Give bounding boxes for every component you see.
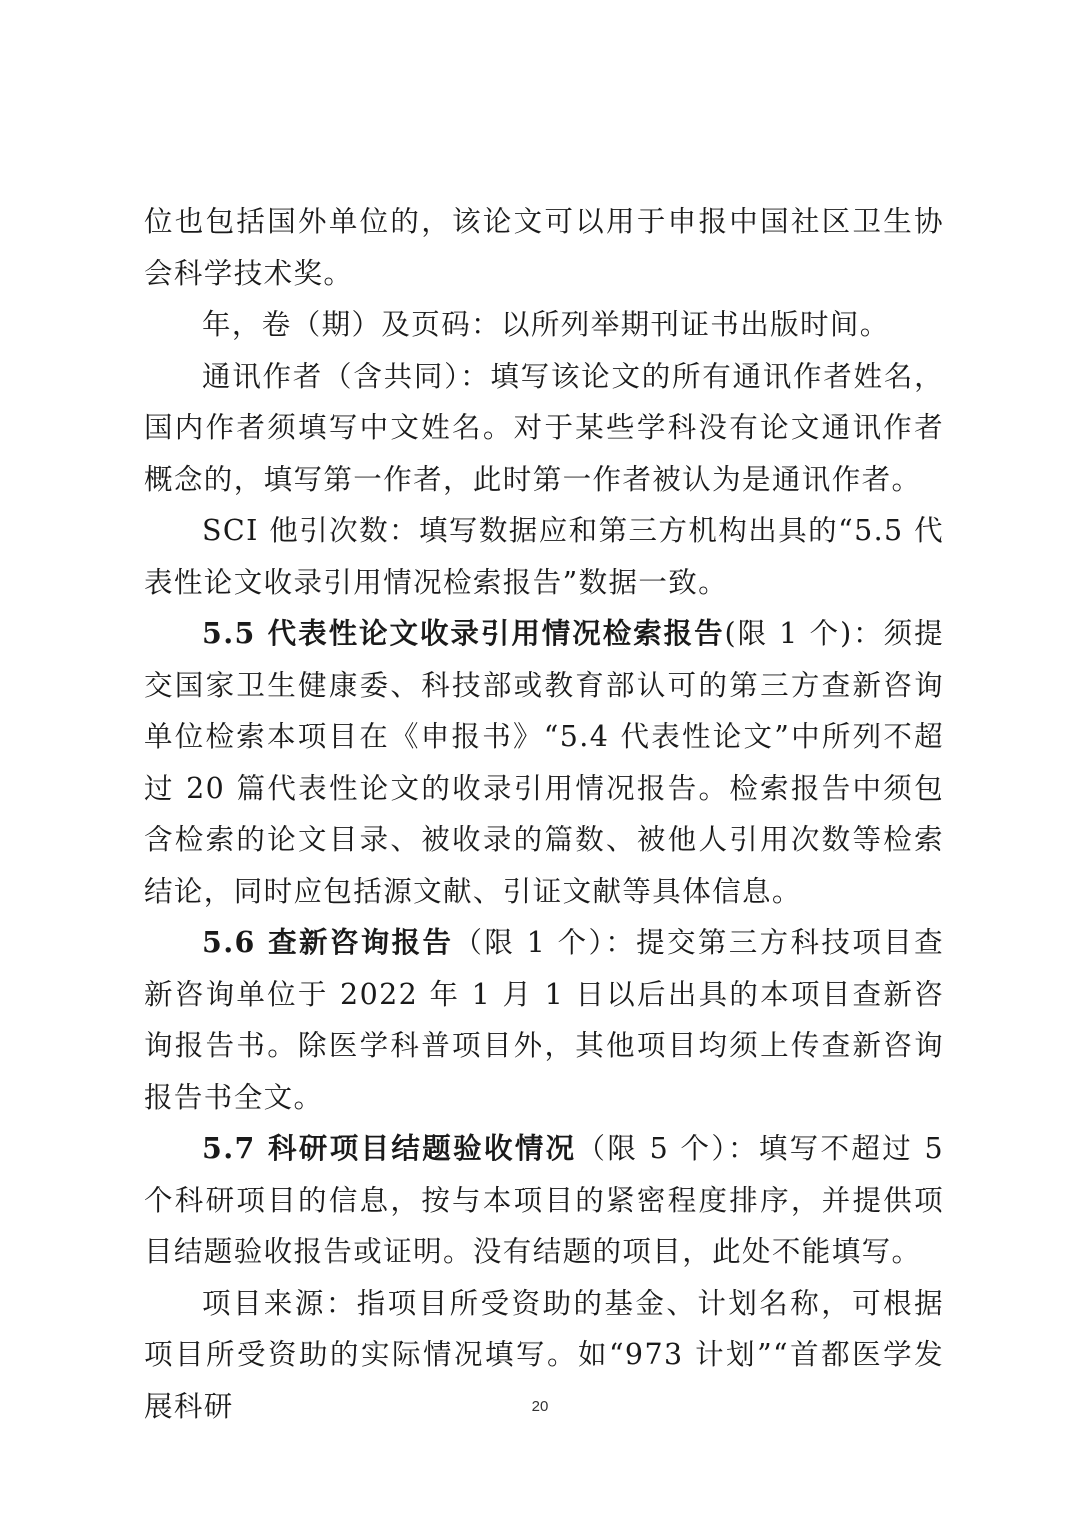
paragraph-text: SCI 他引次数：填写数据应和第三方机构出具的“5.5 代表性论文收录引用情况检索报告”数据一致。: [144, 514, 944, 599]
paragraph-text: 年，卷（期）及页码：以所列举期刊证书出版时间。: [202, 308, 890, 341]
page-number: 20: [531, 1398, 549, 1415]
section-heading: 5.7 科研项目结题验收情况: [202, 1131, 577, 1165]
paragraph: [144, 351, 944, 506]
paragraph: [144, 505, 944, 608]
paragraph: [144, 1123, 944, 1278]
paragraph-text: 位也包括国外单位的，该论文可以用于申报中国社区卫生协会科学技术奖。: [144, 205, 944, 290]
paragraph-text: 项目来源：指项目所受资助的基金、计划名称，可根据项目所受资助的实际情况填写。如“973 计划”“首都医学发展科研: [144, 1286, 944, 1423]
paragraph: [144, 196, 944, 299]
section-heading: 5.5 代表性论文收录引用情况检索报告: [202, 616, 725, 650]
section-heading: 5.6 查新咨询报告: [202, 925, 454, 959]
paragraph: [144, 608, 944, 917]
paragraph: [144, 299, 944, 351]
paragraph-text: 通讯作者（含共同）：填写该论文的所有通讯作者姓名，国内作者须填写中文姓名。对于某些学科没有论文通讯作者概念的，填写第一作者，此时第一作者被认为是通讯作者。: [144, 359, 944, 496]
paragraph-text: （限 5 个）：填写不超过 5 个科研项目的信息，按与本项目的紧密程度排序，并提供项目结题验收报告或证明。没有结题的项目，此处不能填写。: [144, 1132, 944, 1268]
paragraph-text: （限 1 个）：提交第三方科技项目查新咨询单位于 2022 年 1 月 1 日以后出具的本项目查新咨询报告书。除医学科普项目外，其他项目均须上传查新咨询报告书全文。: [144, 926, 945, 1114]
paragraph-text: (限 1 个)：须提交国家卫生健康委、科技部或教育部认可的第三方查新咨询单位检索本项目在《申报书》“5.4 代表性论文”中所列不超过 20 篇代表性论文的收录引用情况报告。检索报告中须包含检索的论文目录、被收录的篇数、被他人引用次数等检索结论，同时应包括源文献、引证文献等具体信息。: [144, 617, 944, 908]
paragraph: [144, 917, 944, 1123]
document-body: [144, 196, 944, 1432]
